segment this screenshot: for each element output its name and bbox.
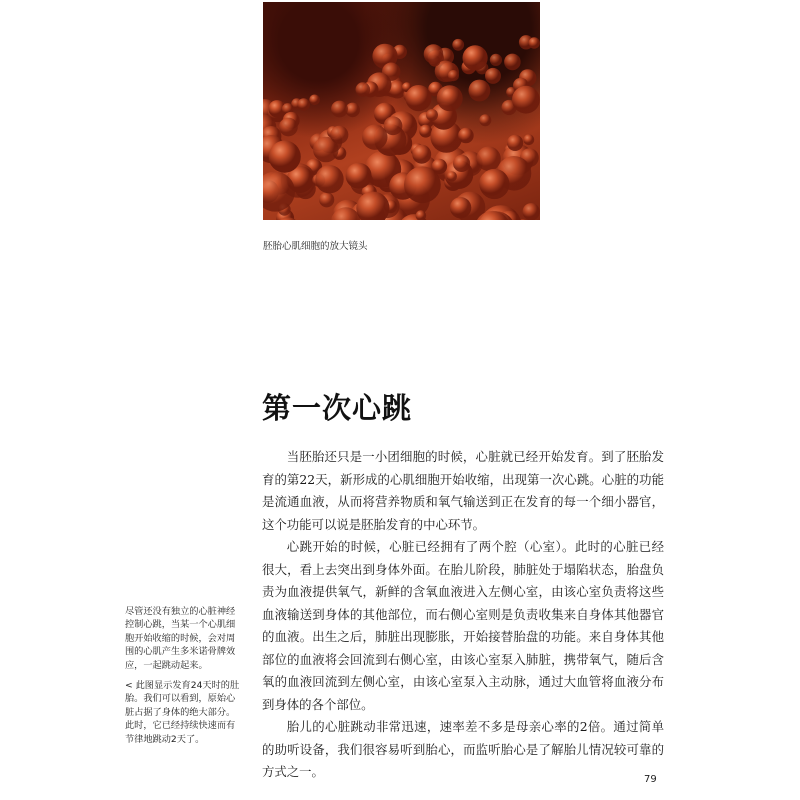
embryo-heart-cells-photo [263,2,540,220]
cell-blob [458,128,474,144]
cell-blob [362,125,387,150]
cell-blob [346,163,372,189]
cell-blob [269,141,301,173]
cell-blob [405,85,431,111]
cell-blob [426,109,438,121]
page-number: 79 [644,774,657,785]
cell-blob [529,37,540,48]
photo-caption: 胚胎心肌细胞的放大镜头 [263,241,368,252]
cell-blob [404,166,441,203]
cell-blob [279,118,298,137]
cell-blob [485,68,501,84]
cell-blob [453,155,470,172]
cell-blob [523,203,540,220]
body-text [262,446,664,784]
sidebar-notes [125,605,243,753]
cell-blob [507,135,523,151]
paragraph: 心跳开始的时候，心脏已经拥有了两个腔（心室）。此时的心脏已经很大，看上去突出到身体外面。在胎儿阶段，肺脏处于塌陷状态，胎盘负责为血液提供氧气，新鲜的含氧血液进入左侧心室，由该心室负责将这些血液输送到身体的其他部位，而右侧心室则是负责收集来自身体其他器官的血液。出生之后，肺脏出现膨胀，开始接替胎盘的功能。来自身体其他部位的血液将会回流到右侧心室，由该心室泵入肺脏，携带氧气，随后含氧的血液回流到左侧心室，由该心室泵入主动脉，通过大血管将血液分布到身体的各个部位。 [262,539,664,712]
cell-blob [490,54,502,66]
cell-blob [356,82,371,97]
cell-blob [512,86,540,114]
cell-blob [319,192,334,207]
cell-blob [298,98,310,110]
cell-blob [469,80,491,102]
section-title: 第一次心跳 [262,391,413,425]
sidebar-note: 尽管还没有独立的心脏神经控制心跳，当某一个心肌细胞开始收缩的时候，会对周围的心肌产生多米诺骨牌效应，一起跳动起来。 [125,606,236,671]
cell-cluster-illustration [263,2,540,220]
cell-blob [309,95,320,106]
cell-blob [412,145,431,164]
cell-blob [463,45,488,70]
paragraph: 胎儿的心脏跳动非常迅速，速率差不多是母亲心率的2倍。通过简单的助听设备，我们很容易听到胎心，而监听胎心是了解胎儿情况较可靠的方式之一。 [262,719,664,779]
cell-blob [479,169,509,199]
cell-blob [331,101,348,118]
cell-blob [476,147,500,171]
cell-blob [450,197,471,218]
sidebar-note: < 此图显示发育24天时的肚胎。我们可以看到，原始心脏占据了身体的绝大部分。此时，它已经持续快速而有节律地跳动2天了。 [125,680,240,745]
cell-blob [479,114,491,126]
cell-blob [315,165,343,193]
cell-blob [437,85,463,111]
paragraph: 当胚胎还只是一小团细胞的时候，心脏就已经开始发育。到了胚胎发育的第22天，新形成的心肌细胞开始收缩，出现第一次心跳。心脏的功能是流通血液，从而将营养物质和氧气输送到正在发育的每一个细小器官，这个功能可以说是胚胎发育的中心环节。 [262,449,664,532]
cell-blob [452,39,464,51]
cell-blob [424,44,444,64]
cell-blob [523,134,534,145]
cell-blob [419,125,432,138]
cell-blob [448,70,459,81]
cell-blob [330,126,348,144]
cell-blob [504,54,521,71]
cell-blob [447,171,457,181]
